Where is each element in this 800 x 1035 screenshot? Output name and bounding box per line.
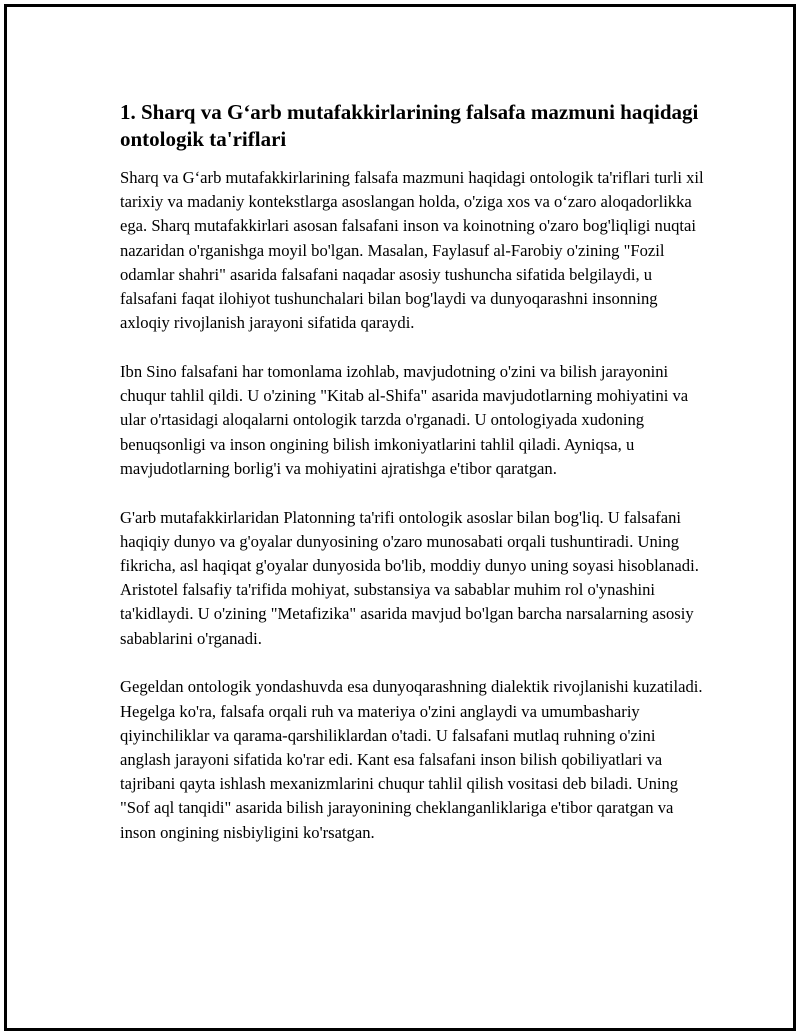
section-heading: 1. Sharq va G‘arb mutafakkirlarining falsafa mazmuni haqidagi ontologik ta'riflari (120, 100, 699, 151)
paragraph-1: Sharq va G‘arb mutafakkirlarining falsafa mazmuni haqidagi ontologik ta'riflari turli xil tarixiy va madaniy kontekstlarga asoslangan holda, o'ziga xos va o‘zaro aloqadorlikka ega. Sharq mutafakkirlari asosan falsafani inson va koinotning o'zaro bog'liqligi nuqtai nazaridan o'rganishga moyil bo'lgan. Masalan, Faylasuf al-Farobiy o'zining "Fozil odamlar shahri" asarida falsafani naqadar asosiy tushuncha sifatida belgilaydi, u falsafani faqat ilohiyot tushunchalari bilan bog'laydi va dunyoqarashni insonning axloqiy rivojlanish jarayoni sifatida qaraydi. (120, 168, 704, 333)
page-frame (4, 4, 796, 1031)
paragraph-4: Gegeldan ontologik yondashuvda esa dunyoqarashning dialektik rivojlanishi kuzatiladi. Hegelga ko'ra, falsafa orqali ruh va materiya o'zini anglaydi va umumbashariy qiyinchiliklar va qarama-qarshiliklardan o'tadi. U falsafani mutlaq ruhning o'zini anglash jarayoni sifatida ko'rar edi. Kant esa falsafani inson bilish qobiliyatlari va tajribani qayta ishlash mexanizmlarini chuqur tahlil qilish vositasi deb biladi. Uning "Sof aql tanqidi" asarida bilish jarayonining cheklanganliklariga e'tibor qaratgan va inson ongining nisbiyligini ko'rsatgan. (120, 677, 703, 842)
document-body (120, 99, 705, 869)
paragraph-3: G'arb mutafakkirlaridan Platonning ta'rifi ontologik asoslar bilan bog'liq. U falsafani haqiqiy dunyo va g'oyalar dunyosining o'zaro munosabati orqali tushuntiradi. Uning fikricha, asl haqiqat g'oyalar dunyosida bo'lib, moddiy dunyo uning soyasi hisoblanadi. Aristotel falsafiy ta'rifida mohiyat, substansiya va sabablar muhim rol o'ynashini ta'kidlaydi. U o'zining "Metafizika" asarida mavjud bo'lgan barcha narsalarning asosiy sabablarini o'rganadi. (120, 507, 699, 648)
paragraph-2: Ibn Sino falsafani har tomonlama izohlab, mavjudotning o'zini va bilish jarayonini chuqur tahlil qildi. U o'zining "Kitab al-Shifa" asarida mavjudotlarning mohiyatini va ular o'rtasidagi aloqalarni ontologik tarzda o'rganadi. U ontologiyada xudoning benuqsonligi va inson ongining bilish imkoniyatlarini tahlil qiladi. Ayniqsa, u mavjudotlarning borlig'i va mohiyatini ajratishga e'tibor qaratgan. (120, 362, 689, 478)
